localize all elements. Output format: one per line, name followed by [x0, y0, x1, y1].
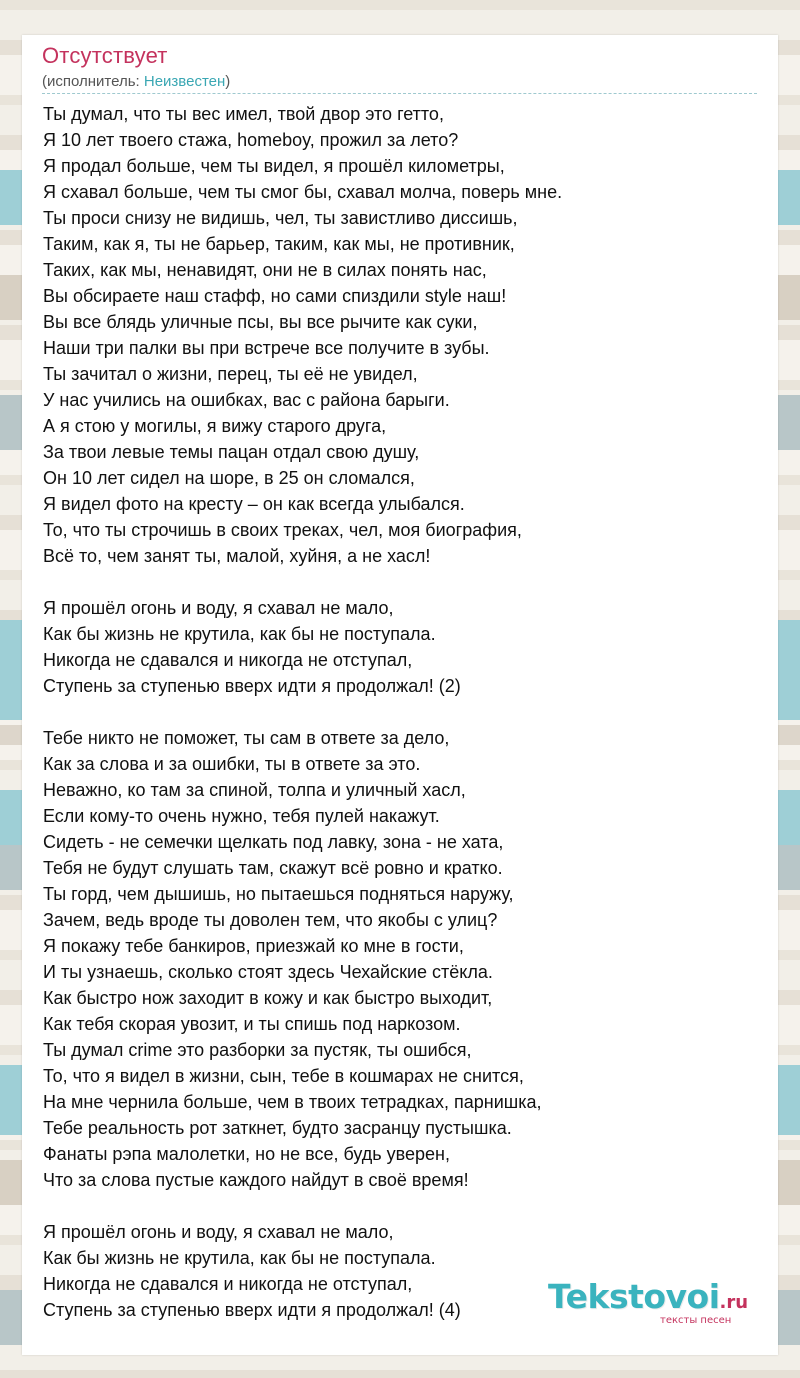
title-divider — [42, 93, 757, 94]
lyric-line: Что за слова пустые каждого найдут в своё время! — [43, 1170, 469, 1190]
song-title: Отсутствует — [42, 43, 168, 68]
lyric-line: Я схавал больше, чем ты смог бы, схавал молча, поверь мне. — [43, 182, 563, 202]
lyric-line: Ступень за ступенью вверх идти я продолжал! (4) — [43, 1300, 461, 1320]
lyric-line: Тебя не будут слушать там, скажут всё ровно и кратко. — [43, 858, 503, 878]
lyric-line: То, что ты строчишь в своих треках, чел, моя биография, — [43, 520, 522, 540]
lyric-line: Ты зачитал о жизни, перец, ты её не увидел, — [43, 364, 418, 384]
lyric-line: Ты думал, что ты вес имел, твой двор это гетто, — [43, 104, 444, 124]
lyric-line: На мне чернила больше, чем в твоих тетрадках, парнишка, — [43, 1092, 542, 1112]
lyric-line: Всё то, чем занят ты, малой, хуйня, а не хасл! — [43, 546, 431, 566]
artist-prefix: (исполнитель: — [42, 73, 144, 90]
lyric-line: Я продал больше, чем ты видел, я прошёл километры, — [43, 156, 505, 176]
lyric-line: Я прошёл огонь и воду, я схавал не мало, — [43, 598, 394, 618]
lyric-line: Вы все блядь уличные псы, вы все рычите как суки, — [43, 312, 478, 332]
lyric-line: Тебе реальность рот заткнет, будто засранцу пустышка. — [43, 1118, 512, 1138]
lyric-line: За твои левые темы пацан отдал свою душу, — [43, 442, 420, 462]
lyric-line: Таким, как я, ты не барьер, таким, как мы, не противник, — [43, 234, 515, 254]
lyric-line: Зачем, ведь вроде ты доволен тем, что якобы с улиц? — [43, 910, 498, 930]
lyric-line: Вы обсираете наш стафф, но сами спиздили style наш! — [43, 286, 507, 306]
lyric-line: Я видел фото на кресту – он как всегда улыбался. — [43, 494, 465, 514]
lyric-line: Если кому-то очень нужно, тебя пулей накажут. — [43, 806, 440, 826]
lyric-line: Как тебя скорая увозит, и ты спишь под наркозом. — [43, 1014, 461, 1034]
lyric-line: Ты горд, чем дышишь, но пытаешься подняться наружу, — [43, 884, 514, 904]
lyric-line: Наши три палки вы при встрече все получите в зубы. — [43, 338, 490, 358]
lyric-line: Ты проси снизу не видишь, чел, ты завистливо диссишь, — [43, 208, 518, 228]
lyric-line: Ступень за ступенью вверх идти я продолжал! (2) — [43, 676, 461, 696]
lyric-line: Фанаты рэпа малолетки, но не все, будь уверен, — [43, 1144, 450, 1164]
lyric-line: Ты думал crime это разборки за пустяк, ты ошибся, — [43, 1040, 472, 1060]
artist-line — [42, 73, 230, 90]
lyric-line: У нас учились на ошибках, вас с района барыги. — [43, 390, 450, 410]
lyric-line: То, что я видел в жизни, сын, тебе в кошмарах не снится, — [43, 1066, 524, 1086]
logo-name: Tekstovoi — [548, 1277, 720, 1316]
stanza-break — [43, 699, 763, 725]
logo-tagline: тексты песен — [660, 1315, 732, 1326]
lyric-line: И ты узнаешь, сколько стоят здесь Чехайские стёкла. — [43, 962, 493, 982]
lyric-line: Я прошёл огонь и воду, я схавал не мало, — [43, 1222, 394, 1242]
lyric-line: Сидеть - не семечки щелкать под лавку, зона - не хата, — [43, 832, 504, 852]
lyric-line: Никогда не сдавался и никогда не отступал, — [43, 650, 413, 670]
lyric-line: А я стою у могилы, я вижу старого друга, — [43, 416, 387, 436]
lyric-line: Он 10 лет сидел на шоре, в 25 он сломался, — [43, 468, 415, 488]
logo-tld: .ru — [719, 1292, 749, 1313]
lyric-line: Как бы жизнь не крутила, как бы не поступала. — [43, 624, 436, 644]
artist-suffix: ) — [225, 73, 231, 90]
site-logo[interactable] — [548, 1277, 749, 1326]
lyric-line: Никогда не сдавался и никогда не отступал, — [43, 1274, 413, 1294]
artist-link[interactable]: Неизвестен — [143, 73, 226, 90]
lyric-line: Я покажу тебе банкиров, приезжай ко мне в гости, — [43, 936, 464, 956]
lyric-line: Таких, как мы, ненавидят, они не в силах понять нас, — [43, 260, 487, 280]
lyric-line: Как быстро нож заходит в кожу и как быстро выходит, — [43, 988, 493, 1008]
lyric-line: Я 10 лет твоего стажа, homeboy, прожил за лето? — [43, 130, 459, 150]
lyrics-text — [43, 101, 763, 1323]
stanza-break — [43, 1193, 763, 1219]
lyrics-card — [22, 35, 778, 1355]
lyric-line: Как за слова и за ошибки, ты в ответе за это. — [43, 754, 421, 774]
lyric-line: Неважно, ко там за спиной, толпа и уличный хасл, — [43, 780, 466, 800]
stanza-break — [43, 569, 763, 595]
lyric-line: Как бы жизнь не крутила, как бы не поступала. — [43, 1248, 436, 1268]
lyric-line: Тебе никто не поможет, ты сам в ответе за дело, — [43, 728, 450, 748]
